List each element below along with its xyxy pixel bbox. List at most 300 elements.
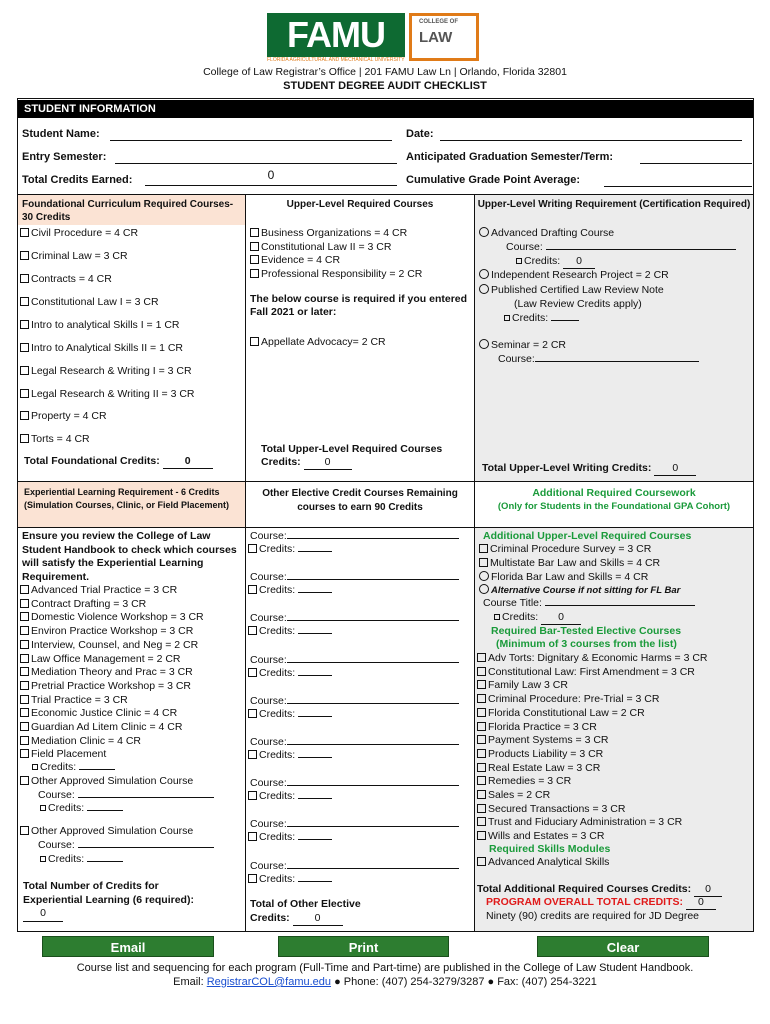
seminar[interactable] — [479, 339, 566, 352]
experiential-item[interactable] — [20, 707, 177, 720]
experiential-item-label: Mediation Theory and Prac = 3 CR — [31, 666, 193, 679]
experiential-intro: Ensure you review the College of Law Student Handbook to check which courses will satisfy the Experiential Learning Requirement. — [22, 530, 237, 583]
additional-upper-item[interactable] — [479, 543, 651, 556]
date-field[interactable] — [440, 140, 742, 141]
credits-label: Credits: — [524, 255, 564, 267]
alt-credits-value[interactable]: 0 — [541, 611, 581, 625]
email-button[interactable]: Email — [42, 936, 214, 957]
upper-level-item[interactable] — [250, 227, 407, 240]
cgpa-label: Cumulative Grade Point Average: — [406, 174, 581, 186]
experiential-item[interactable] — [20, 748, 106, 761]
course-field[interactable] — [78, 847, 214, 848]
seminar-course — [498, 353, 699, 366]
course-field[interactable] — [287, 579, 459, 580]
course-field[interactable] — [287, 868, 459, 869]
experiential-item-label: Economic Justice Clinic = 4 CR — [31, 707, 178, 720]
logo-law: LAW — [419, 29, 453, 46]
checkbox[interactable] — [20, 251, 29, 260]
bar-tested-item[interactable] — [477, 803, 625, 816]
credits-field[interactable] — [298, 551, 332, 552]
fall-2021-note: The below course is required if you entered Fall 2021 or later: — [250, 293, 468, 318]
experiential-total-value[interactable]: 0 — [23, 907, 63, 922]
credits-label: Credits: — [48, 853, 88, 865]
checkbox[interactable] — [477, 735, 486, 744]
elective-course — [250, 612, 459, 625]
elective-course — [250, 571, 459, 584]
email-label: Email: — [173, 976, 207, 988]
bar-tested-heading: Required Bar-Tested Elective Courses — [491, 625, 682, 637]
adv-drafting-course — [506, 241, 736, 254]
additional-upper-item-label: Criminal Procedure Survey = 3 CR — [490, 543, 652, 555]
course-label: Course: — [250, 571, 287, 584]
checkbox[interactable] — [20, 297, 29, 306]
upper-req-heading: Additional Upper-Level Required Courses — [483, 530, 692, 542]
law-review-note: (Law Review Credits apply) — [514, 298, 642, 310]
course-field[interactable] — [287, 703, 459, 704]
additional-upper-item[interactable] — [479, 557, 660, 570]
additional-total — [477, 883, 722, 897]
elective-course — [250, 530, 459, 543]
small-box — [504, 315, 510, 321]
program-total-label: PROGRAM OVERALL TOTAL CREDITS: — [486, 896, 686, 908]
checkbox[interactable] — [477, 680, 486, 689]
registrar-email-link[interactable]: RegistrarCOL@famu.edu — [206, 976, 332, 988]
phone-fax: ● Phone: (407) 254-3279/3287 ● Fax: (407) 254-3221 — [331, 976, 597, 988]
checkbox[interactable] — [20, 708, 29, 717]
experiential-item[interactable] — [20, 653, 181, 666]
student-name-label: Student Name: — [22, 128, 100, 140]
credits-label: Credits: — [40, 761, 80, 773]
foundational-item[interactable] — [20, 365, 192, 378]
credits-field[interactable] — [298, 592, 332, 593]
total-credits-value[interactable]: 0 — [267, 168, 275, 182]
elective-total-value[interactable]: 0 — [293, 912, 343, 927]
foundational-item-label: Criminal Law = 3 CR — [31, 250, 128, 262]
foundational-item-label: Civil Procedure = 4 CR — [31, 227, 139, 239]
credits-field[interactable] — [298, 757, 332, 758]
bar-tested-item-label: Adv Torts: Dignitary & Economic Harms = 3 CR — [488, 652, 708, 664]
foundational-heading: Foundational Curriculum Required Courses-30 Credits — [22, 199, 234, 223]
checkbox[interactable] — [20, 389, 29, 398]
checkbox[interactable] — [477, 790, 486, 799]
adv-drafting-credits — [516, 255, 595, 269]
checkbox[interactable] — [477, 857, 486, 866]
elective-credits[interactable] — [248, 749, 332, 762]
foundational-item-label: Torts = 4 CR — [31, 433, 90, 445]
foundational-item[interactable] — [20, 319, 180, 332]
credits-value[interactable]: 0 — [563, 255, 595, 269]
upper-level-item-label: Professional Responsibility = 2 CR — [261, 267, 423, 280]
bar-tested-item[interactable] — [477, 734, 609, 747]
experiential-item[interactable] — [20, 735, 141, 748]
experiential-item[interactable] — [20, 694, 128, 707]
bar-tested-item[interactable] — [477, 666, 695, 679]
foundational-total-label: Total Foundational Credits: — [24, 455, 163, 467]
additional-subheading: (Only for Students in the Foundational GPA Cohort) — [497, 501, 731, 512]
checkbox[interactable] — [477, 694, 486, 703]
appellate-advocacy[interactable] — [250, 336, 386, 349]
foundational-item[interactable] — [20, 250, 128, 263]
seminar-label: Seminar = 2 CR — [491, 339, 566, 351]
elective-credits[interactable] — [248, 543, 332, 556]
bar-tested-item[interactable] — [477, 775, 571, 788]
course-label: Course: — [38, 839, 78, 851]
checkbox[interactable] — [20, 695, 29, 704]
registrar-address: College of Law Registrar’s Office | 201 FAMU Law Ln | Orlando, Florida 32801 — [203, 66, 567, 78]
bar-tested-item-label: Real Estate Law = 3 CR — [488, 761, 601, 774]
other-sim-2[interactable] — [20, 825, 193, 838]
credits-field[interactable] — [298, 716, 332, 717]
published-note[interactable] — [479, 284, 664, 297]
adv-drafting-label: Advanced Drafting Course — [491, 227, 615, 239]
checkbox[interactable] — [477, 749, 486, 758]
logo-college-of: COLLEGE OF — [419, 19, 458, 25]
checkbox[interactable] — [477, 831, 486, 840]
checkbox[interactable] — [248, 791, 257, 800]
checkbox[interactable] — [20, 274, 29, 283]
credits-label: Credits: — [259, 749, 299, 761]
bar-tested-item[interactable] — [477, 721, 597, 734]
experiential-item-label: Trial Practice = 3 CR — [31, 693, 128, 706]
foundational-total-value[interactable]: 0 — [163, 455, 213, 469]
radio[interactable] — [479, 339, 489, 349]
elective-course — [250, 654, 459, 667]
credits-label: Credits: — [259, 543, 299, 555]
elective-credits[interactable] — [248, 584, 332, 597]
checkbox[interactable] — [20, 366, 29, 375]
course-label: Course: — [498, 353, 535, 365]
alt-credits — [494, 611, 581, 625]
credits-label: Credits: — [259, 584, 299, 597]
checkbox[interactable] — [477, 653, 486, 662]
experiential-item-label: Field Placement — [31, 748, 107, 761]
seminar-course-field[interactable] — [535, 361, 699, 362]
credits-label: Credits: — [502, 611, 542, 623]
course-label: Course: — [38, 789, 78, 801]
additional-total-value[interactable]: 0 — [694, 883, 722, 897]
foundational-item[interactable] — [20, 273, 112, 286]
cgpa-field[interactable] — [604, 186, 752, 187]
footer-contact — [0, 976, 770, 988]
checkbox[interactable] — [250, 255, 259, 264]
grid-line — [245, 194, 246, 932]
print-button[interactable]: Print — [278, 936, 449, 957]
checkbox[interactable] — [20, 228, 29, 237]
entry-semester-field[interactable] — [115, 163, 397, 164]
course-field[interactable] — [287, 785, 459, 786]
experiential-item[interactable] — [20, 584, 177, 597]
experiential-item[interactable] — [20, 639, 198, 652]
small-box — [494, 614, 500, 620]
upper-level-item[interactable] — [250, 254, 340, 267]
upper-level-heading: Upper-Level Required Courses — [286, 199, 434, 210]
adv-drafting[interactable] — [479, 227, 614, 240]
bar-tested-item[interactable] — [477, 748, 603, 761]
credits-label: Credits: — [259, 707, 299, 720]
experiential-item-label: Domestic Violence Workshop = 3 CR — [31, 611, 204, 624]
checkbox[interactable] — [20, 736, 29, 745]
elective-credits[interactable] — [248, 625, 332, 638]
experiential-item[interactable] — [20, 680, 191, 693]
radio[interactable] — [479, 584, 489, 594]
upper-level-item-label: Constitutional Law II = 3 CR — [261, 240, 392, 253]
course-field[interactable] — [546, 249, 736, 250]
checkbox[interactable] — [20, 585, 29, 594]
checkbox[interactable] — [248, 585, 257, 594]
radio[interactable] — [479, 571, 489, 581]
checkbox[interactable] — [20, 612, 29, 621]
course-label: Course: — [250, 777, 287, 790]
credits-label: Credits: — [259, 790, 299, 803]
other-sim-label: Other Approved Simulation Course — [31, 775, 194, 787]
other-sim-2-course — [38, 839, 214, 852]
foundational-header — [18, 195, 245, 225]
additional-heading: Additional Required Coursework — [532, 487, 696, 499]
experiential-item-label: Contract Drafting = 3 CR — [31, 597, 147, 610]
checkbox[interactable] — [477, 804, 486, 813]
course-field[interactable] — [287, 662, 459, 663]
checkbox[interactable] — [250, 228, 259, 237]
foundational-item[interactable] — [20, 227, 138, 240]
credits-label: Credits: — [259, 625, 299, 638]
credits-label: Credits: — [259, 872, 299, 885]
skills-label: Advanced Analytical Skills — [488, 856, 610, 868]
alt-course-label: Alternative Course if not sitting for FL Bar — [491, 585, 681, 596]
bar-tested-item-label: Criminal Procedure: Pre-Trial = 3 CR — [488, 693, 660, 706]
elective-credits[interactable] — [248, 667, 332, 680]
florida-bar-label: Florida Bar Law and Skills = 4 CR — [491, 571, 649, 583]
course-field[interactable] — [287, 744, 459, 745]
foundational-item-label: Property = 4 CR — [31, 410, 107, 422]
total-credits-underline — [145, 185, 397, 186]
foundational-item-label: Constitutional Law I = 3 CR — [31, 296, 159, 308]
checkbox[interactable] — [477, 776, 486, 785]
checkbox[interactable] — [20, 640, 29, 649]
credits-field[interactable] — [298, 839, 332, 840]
bar-tested-item-label: Wills and Estates = 3 CR — [488, 830, 605, 843]
credits-field[interactable] — [551, 320, 579, 321]
other-sim-1[interactable] — [20, 775, 193, 788]
other-sim-1-course — [38, 789, 214, 802]
credits-field[interactable] — [79, 769, 115, 770]
bar-tested-item[interactable] — [477, 762, 600, 775]
course-title-field[interactable] — [545, 605, 695, 606]
writing-heading: Upper-Level Writing Requirement (Certification Required) — [475, 195, 753, 225]
checkbox[interactable] — [248, 750, 257, 759]
foundational-item[interactable] — [20, 433, 90, 446]
checkbox[interactable] — [479, 558, 488, 567]
course-label: Course: — [250, 736, 287, 748]
adv-analytical-skills[interactable] — [477, 856, 609, 869]
radio[interactable] — [479, 227, 489, 237]
florida-bar-law[interactable] — [479, 571, 648, 584]
checkbox[interactable] — [477, 763, 486, 772]
course-title — [483, 597, 695, 610]
checkbox[interactable] — [20, 776, 29, 785]
bar-tested-item-label: Secured Transactions = 3 CR — [488, 802, 626, 815]
bar-tested-item[interactable] — [477, 693, 659, 706]
course-label: Course: — [506, 241, 546, 253]
other-sim-1-credits — [40, 802, 123, 815]
checkbox[interactable] — [20, 343, 29, 352]
elective-total-label: Total of Other Elective Credits: — [250, 898, 361, 924]
upper-total-value[interactable]: 0 — [304, 456, 352, 470]
foundational-item-label: Intro to Analytical Skills II = 1 CR — [31, 342, 184, 354]
checkbox[interactable] — [20, 826, 29, 835]
checkbox[interactable] — [20, 599, 29, 608]
page-title: STUDENT DEGREE AUDIT CHECKLIST — [283, 80, 487, 92]
published-credits — [504, 312, 579, 325]
checkbox[interactable] — [20, 626, 29, 635]
foundational-item-label: Legal Research & Writing II = 3 CR — [31, 388, 195, 400]
bar-tested-item[interactable] — [477, 816, 682, 829]
bar-tested-item-label: Payment Systems = 3 CR — [488, 734, 609, 747]
checkbox[interactable] — [248, 544, 257, 553]
checkbox[interactable] — [477, 722, 486, 731]
elective-course — [250, 818, 459, 831]
experiential-item[interactable] — [20, 666, 193, 679]
checkbox[interactable] — [20, 654, 29, 663]
elective-course — [250, 695, 459, 708]
credits-field[interactable] — [298, 675, 332, 676]
checkbox[interactable] — [20, 320, 29, 329]
checkbox[interactable] — [250, 337, 259, 346]
credits-label: Credits: — [512, 312, 552, 324]
field-placement-credits — [32, 761, 115, 774]
foundational-item[interactable] — [20, 296, 159, 309]
checkbox[interactable] — [20, 434, 29, 443]
writing-total-value[interactable]: 0 — [654, 462, 696, 476]
course-label: Course: — [250, 612, 287, 625]
additional-upper-item-label: Multistate Bar Law and Skills = 4 CR — [490, 557, 661, 569]
additional-header — [475, 482, 753, 527]
elective-credits[interactable] — [248, 790, 332, 803]
elective-credits[interactable] — [248, 708, 332, 721]
bar-tested-item-label: Sales = 2 CR — [488, 789, 551, 801]
checkbox[interactable] — [20, 667, 29, 676]
foundational-item[interactable] — [20, 388, 195, 401]
checkbox[interactable] — [250, 242, 259, 251]
grad-semester-field[interactable] — [640, 163, 752, 164]
experiential-item[interactable] — [20, 625, 193, 638]
experiential-item-label: Guardian Ad Litem Clinic = 4 CR — [31, 721, 183, 733]
course-field[interactable] — [287, 538, 459, 539]
experiential-total-label: Total Number of Credits for Experiential Learning (6 required): — [23, 880, 194, 906]
course-field[interactable] — [78, 797, 214, 798]
credits-field[interactable] — [87, 810, 123, 811]
experiential-item-label: Interview, Counsel, and Neg = 2 CR — [31, 638, 199, 651]
foundational-total — [24, 455, 213, 469]
foundational-item[interactable] — [20, 342, 183, 355]
credits-label: Credits: — [259, 831, 299, 844]
published-label: Published Certified Law Review Note — [491, 284, 664, 296]
other-sim-label: Other Approved Simulation Course — [31, 825, 194, 837]
alt-course[interactable] — [479, 584, 680, 597]
elective-credits[interactable] — [248, 873, 332, 886]
program-total-value[interactable]: 0 — [686, 896, 716, 910]
other-sim-2-credits — [40, 853, 123, 866]
upper-level-item[interactable] — [250, 241, 391, 254]
credits-field[interactable] — [298, 633, 332, 634]
elective-course — [250, 777, 459, 790]
checkbox[interactable] — [20, 722, 29, 731]
bar-tested-item[interactable] — [477, 789, 550, 802]
experiential-item[interactable] — [20, 721, 182, 734]
checkbox[interactable] — [248, 668, 257, 677]
footer-note: Course list and sequencing for each program (Full-Time and Part-time) are published in the College of Law Student Handbook. — [76, 962, 694, 974]
checkbox[interactable] — [20, 681, 29, 690]
skills-heading: Required Skills Modules — [489, 843, 611, 855]
experiential-item-label: Environ Practice Workshop = 3 CR — [31, 625, 194, 638]
checkbox[interactable] — [20, 749, 29, 758]
radio[interactable] — [479, 284, 489, 294]
checkbox[interactable] — [250, 269, 259, 278]
famu-logo — [267, 13, 479, 63]
clear-button[interactable]: Clear — [537, 936, 709, 957]
checkbox[interactable] — [477, 708, 486, 717]
credits-field[interactable] — [87, 861, 123, 862]
entry-semester-label: Entry Semester: — [22, 151, 107, 163]
elective-total — [250, 898, 390, 926]
course-field[interactable] — [287, 620, 459, 621]
elective-course — [250, 736, 459, 749]
elective-credits[interactable] — [248, 831, 332, 844]
experiential-item[interactable] — [20, 611, 204, 624]
foundational-item[interactable] — [20, 410, 107, 423]
course-label: Course: — [250, 818, 287, 831]
experiential-item[interactable] — [20, 598, 146, 611]
radio[interactable] — [479, 269, 489, 279]
upper-level-total — [261, 443, 471, 470]
checkbox[interactable] — [20, 411, 29, 420]
checkbox[interactable] — [477, 817, 486, 826]
date-label: Date: — [406, 128, 434, 140]
checkbox[interactable] — [248, 626, 257, 635]
credits-label: Credits: — [259, 666, 299, 679]
foundational-item-label: Legal Research & Writing I = 3 CR — [31, 365, 192, 377]
student-name-field[interactable] — [110, 140, 392, 141]
credits-field[interactable] — [298, 881, 332, 882]
upper-total-label: Total Upper-Level Required Courses Credits: — [261, 443, 443, 468]
experiential-item-label: Advanced Trial Practice = 3 CR — [31, 584, 178, 596]
course-label: Course: — [250, 859, 287, 872]
upper-level-item-label: Business Organizations = 4 CR — [261, 227, 408, 239]
checkbox[interactable] — [248, 874, 257, 883]
elective-heading: Other Elective Credit Courses Remaining courses to earn 90 Credits — [262, 488, 458, 513]
bar-tested-item[interactable] — [477, 679, 568, 692]
checkbox[interactable] — [477, 667, 486, 676]
writing-total — [482, 462, 696, 476]
bar-tested-item-label: Trust and Fiduciary Administration = 3 CR — [488, 816, 683, 829]
checkbox[interactable] — [248, 709, 257, 718]
bar-tested-item[interactable] — [477, 830, 604, 843]
checkbox[interactable] — [479, 544, 488, 553]
bar-tested-sub: (Minimum of 3 courses from the list) — [496, 638, 677, 650]
course-field[interactable] — [287, 826, 459, 827]
small-box — [40, 805, 46, 811]
upper-level-item[interactable] — [250, 268, 422, 281]
small-box — [40, 856, 46, 862]
credits-field[interactable] — [298, 798, 332, 799]
logo-famu-text: FAMU — [267, 13, 405, 57]
independent-research[interactable] — [479, 269, 669, 282]
bar-tested-item[interactable] — [477, 652, 708, 665]
bar-tested-item[interactable] — [477, 707, 645, 720]
checkbox[interactable] — [248, 832, 257, 841]
logo-tagline: FLORIDA AGRICULTURAL AND MECHANICAL UNIVERSITY — [267, 57, 405, 63]
experiential-item-label: Pretrial Practice Workshop = 3 CR — [31, 679, 191, 692]
bar-tested-item-label: Remedies = 3 CR — [488, 775, 572, 788]
